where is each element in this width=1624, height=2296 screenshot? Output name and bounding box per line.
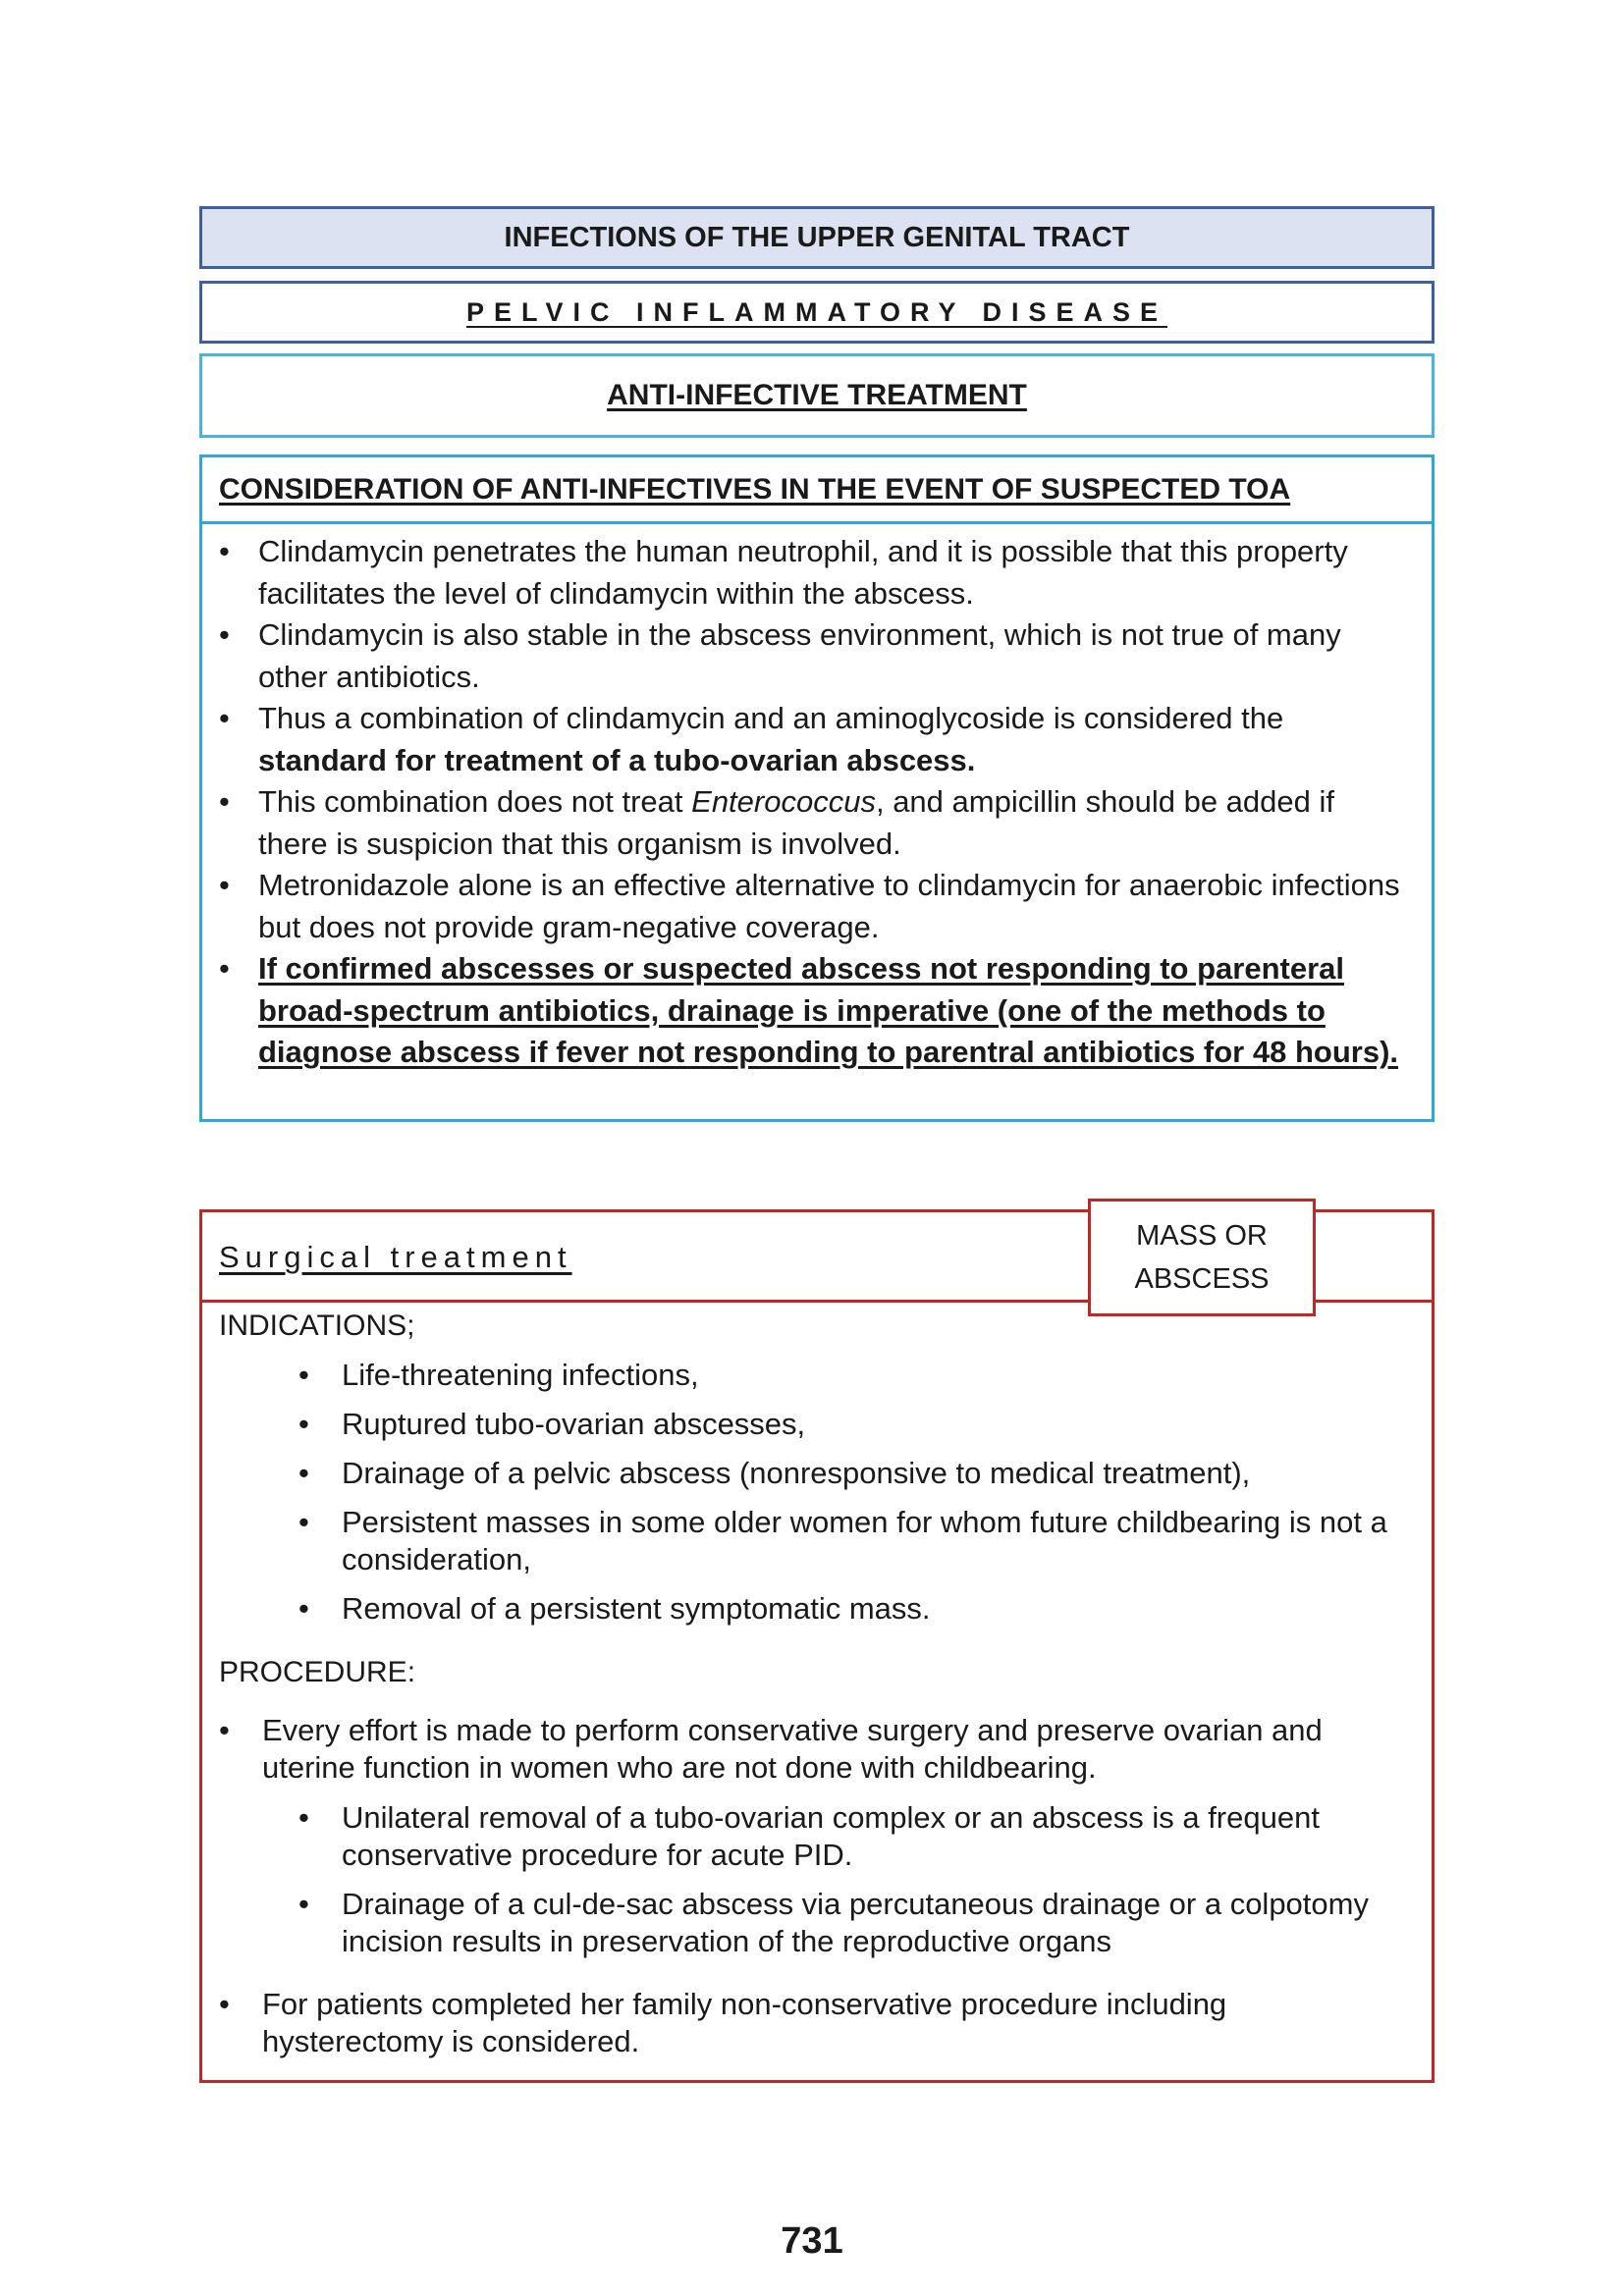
bullet-text: , and ampicillin should be added if there is suspicion that this organism is involved. (258, 784, 1334, 861)
list-item (219, 614, 1410, 698)
indications-label: INDICATIONS; (219, 1309, 415, 1342)
surgical-treatment-box (199, 1209, 1435, 2083)
bullet-bold-text: standard for treatment of a tubo-ovarian abscess. (258, 742, 976, 777)
mass-abscess-tag (1088, 1199, 1316, 1316)
bullet-text: Clindamycin penetrates the human neutrophil, and it is possible that this property facilitates the level of clindamycin within the abscess. (258, 534, 1348, 611)
section-title (199, 353, 1435, 438)
bullet-text: Clindamycin is also stable in the abscess environment, which is not true of many other antibiotics. (258, 617, 1341, 694)
bullet-emphasis-text: If confirmed abscesses or suspected abscess not responding to parenteral broad-spectrum antibiotics, drainage is imperative (one of the methods to diagnose abscess if fever not responding to parentral antibiotics for 48 hours). (258, 951, 1399, 1069)
list-item (219, 531, 1410, 614)
procedure-list-1 (219, 1712, 1412, 1798)
chapter-title (199, 206, 1435, 269)
toa-antiinfectives-box (199, 454, 1435, 1122)
list-item (219, 781, 1410, 865)
bullet-text: Metronidazole alone is an effective alternative to clindamycin for anaerobic infections but does not provide gram-negative coverage. (258, 868, 1400, 944)
list-item: • Removal of a persistent symptomatic mass. (298, 1590, 1402, 1628)
list-item: • Every effort is made to perform conservative surgery and preserve ovarian and uterine function in women who are not done with childbearing. (219, 1712, 1412, 1787)
list-item: • Ruptured tubo-ovarian abscesses, (298, 1406, 1402, 1443)
bullet-text: Thus a combination of clindamycin and an aminoglycoside is considered the (258, 701, 1284, 735)
list-item (219, 698, 1410, 781)
toa-heading-text: CONSIDERATION OF ANTI-INFECTIVES IN THE EVENT OF SUSPECTED TOA (219, 472, 1291, 506)
surgical-title: Surgical treatment (219, 1240, 572, 1274)
procedure-list-2 (219, 1986, 1412, 2072)
surgical-heading (202, 1212, 1432, 1303)
list-item: • Life-threatening infections, (298, 1357, 1402, 1394)
procedure-label: PROCEDURE: (219, 1656, 416, 1688)
bullet-text: This combination does not treat (258, 784, 692, 819)
section-title-text: ANTI-INFECTIVE TREATMENT (607, 379, 1027, 411)
indications-list (298, 1357, 1402, 1639)
list-item: • Unilateral removal of a tubo-ovarian complex or an abscess is a frequent conservative procedure for acute PID. (298, 1799, 1402, 1874)
list-item: • For patients completed her family non-conservative procedure including hysterectomy is considered. (219, 1986, 1412, 2060)
chapter-title-text: INFECTIONS OF THE UPPER GENITAL TRACT (504, 221, 1130, 253)
list-item (219, 865, 1410, 948)
toa-bullet-list (219, 531, 1410, 1074)
tag-line-2: ABSCESS (1134, 1263, 1270, 1295)
tag-line-1: MASS OR (1136, 1220, 1268, 1252)
topic-title (199, 281, 1435, 344)
list-item: • Drainage of a pelvic abscess (nonresponsive to medical treatment), (298, 1455, 1402, 1492)
list-item (219, 948, 1410, 1074)
toa-heading (202, 457, 1432, 524)
topic-title-text: PELVIC INFLAMMATORY DISEASE (465, 296, 1168, 327)
bullet-italic-text: Enterococcus (691, 784, 876, 819)
list-item: • Drainage of a cul-de-sac abscess via percutaneous drainage or a colpotomy incision results in preservation of the reproductive organs (298, 1886, 1402, 1960)
list-item: • Persistent masses in some older women for whom future childbearing is not a consideration, (298, 1504, 1402, 1578)
procedure-sub-list (298, 1799, 1402, 1972)
page-number: 731 (781, 2220, 843, 2262)
